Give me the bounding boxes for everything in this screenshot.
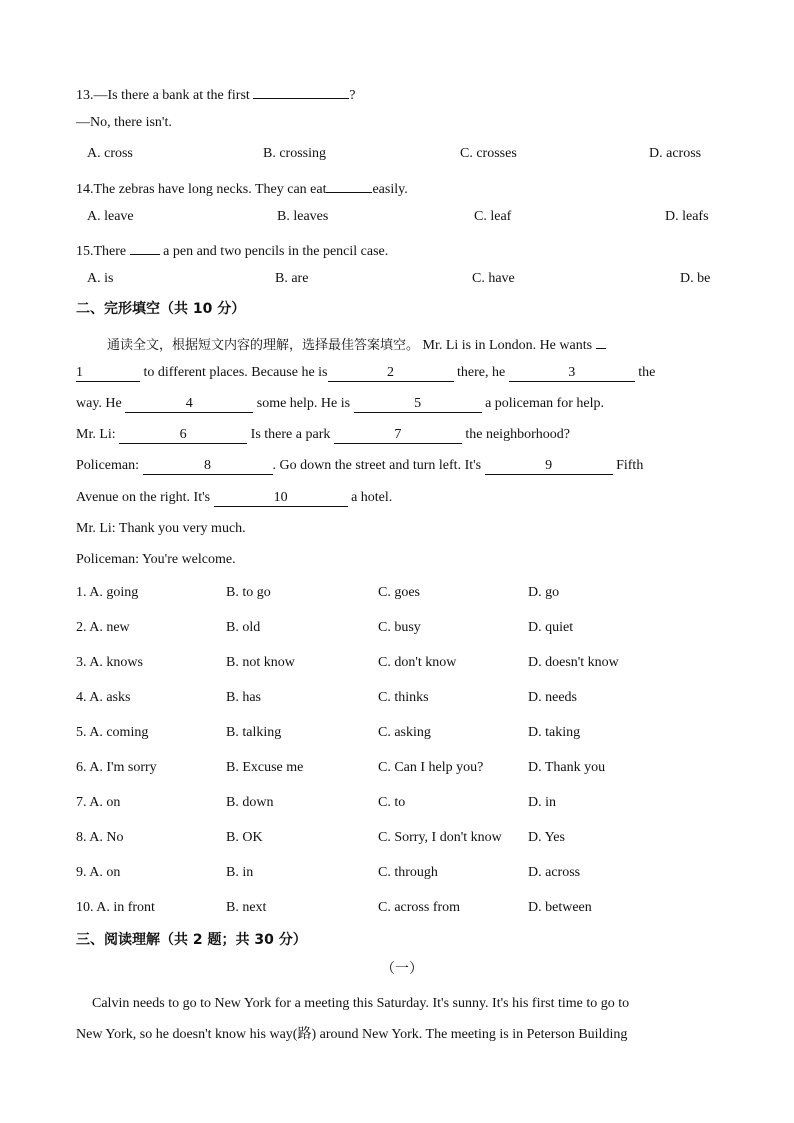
cloze-choice-8-b[interactable]: B. OK [226,830,263,845]
cloze-blank-7[interactable]: 7 [334,427,462,444]
cloze-blank-1-start [596,332,606,349]
cloze-choice-9-d[interactable]: D. across [528,865,581,880]
cloze-choice-5-b[interactable]: B. talking [226,725,282,740]
cloze-text-5b: . Go down the street and turn left. It's [272,458,485,473]
section-3-heading: 三、阅读理解（共 2 题；共 30 分） [76,932,307,948]
cloze-line-3 [76,394,604,414]
q14-stem: 14.The zebras have long necks. They can eat [76,182,327,197]
section-2-heading: 二、完形填空（共 10 分） [76,301,246,317]
cloze-choice-5-d[interactable]: D. taking [528,725,581,740]
cloze-blank-8[interactable]: 8 [143,458,273,475]
cloze-blank-9[interactable]: 9 [485,458,613,475]
q13-option-a[interactable]: A. cross [87,146,133,161]
cloze-line-8: Policeman: You're welcome. [76,552,236,567]
cloze-choice-7-a[interactable]: 7. A. on [76,795,121,810]
cloze-choice-4-b[interactable]: B. has [226,690,261,705]
cloze-text-3a: way. He [76,396,126,411]
cloze-text-1: Mr. Li is in London. He wants [419,338,596,353]
cloze-choice-1-d[interactable]: D. go [528,585,560,600]
reading-paragraph-line-2: New York, so he doesn't know his way(路) around New York. The meeting is in Peterson Building [76,1027,628,1042]
cloze-text-6b: a hotel. [347,490,393,505]
cloze-blank-6[interactable]: 6 [119,427,247,444]
cloze-choice-8-a[interactable]: 8. A. No [76,830,124,845]
cloze-choice-5-c[interactable]: C. asking [378,725,431,740]
q15-stem-end: a pen and two pencils in the pencil case. [159,244,389,259]
cloze-choice-3-d[interactable]: D. doesn't know [528,655,619,670]
cloze-choice-3-c[interactable]: C. don't know [378,655,457,670]
cloze-choice-6-a[interactable]: 6. A. I'm sorry [76,760,157,775]
q13-option-b[interactable]: B. crossing [263,146,326,161]
cloze-line-6 [76,488,392,508]
cloze-choice-4-a[interactable]: 4. A. asks [76,690,131,705]
cloze-choice-9-a[interactable]: 9. A. on [76,865,121,880]
cloze-choice-1-a[interactable]: 1. A. going [76,585,139,600]
question-14 [76,176,408,200]
cloze-choice-3-a[interactable]: 3. A. knows [76,655,143,670]
cloze-choice-6-c[interactable]: C. Can I help you? [378,760,484,775]
q13-option-d[interactable]: D. across [649,146,702,161]
cloze-text-2c: the [634,365,656,380]
q14-stem-end: easily. [372,182,408,197]
q13-blank[interactable] [253,82,349,99]
cloze-choice-2-d[interactable]: D. quiet [528,620,574,635]
cloze-choice-6-b[interactable]: B. Excuse me [226,760,304,775]
cloze-line-2 [76,363,655,383]
cloze-text-2b: there, he [453,365,509,380]
cloze-text-4c: the neighborhood? [461,427,570,442]
cloze-text-6a: Avenue on the right. It's [76,490,214,505]
cloze-choice-2-b[interactable]: B. old [226,620,261,635]
q13-stem: 13.—Is there a bank at the first [76,88,254,103]
cloze-text-3c: a policeman for help. [481,396,605,411]
cloze-text-4a: Mr. Li: [76,427,120,442]
q14-option-b[interactable]: B. leaves [277,209,329,224]
q15-option-b[interactable]: B. are [275,271,309,286]
q14-option-c[interactable]: C. leaf [474,209,512,224]
cloze-line-4 [76,425,570,445]
cloze-choice-10-b[interactable]: B. next [226,900,267,915]
cloze-choice-8-d[interactable]: D. Yes [528,830,565,845]
cloze-choice-1-b[interactable]: B. to go [226,585,271,600]
cloze-blank-1[interactable]: 1 [76,365,140,382]
cloze-choice-4-c[interactable]: C. thinks [378,690,429,705]
cloze-line-1 [107,332,606,356]
q15-option-a[interactable]: A. is [87,271,114,286]
cloze-text-5a: Policeman: [76,458,143,473]
cloze-blank-4[interactable]: 4 [125,396,253,413]
cloze-choice-3-b[interactable]: B. not know [226,655,295,670]
cloze-choice-7-b[interactable]: B. down [226,795,274,810]
q15-stem: 15.There [76,244,130,259]
cloze-choice-10-c[interactable]: C. across from [378,900,461,915]
question-13 [76,82,356,106]
cloze-blank-3[interactable]: 3 [509,365,635,382]
q13-reply: —No, there isn't. [76,115,172,130]
cloze-choice-9-b[interactable]: B. in [226,865,254,880]
cloze-choice-4-d[interactable]: D. needs [528,690,577,705]
cloze-text-4b: Is there a park [247,427,334,442]
cloze-choice-2-c[interactable]: C. busy [378,620,421,635]
question-15 [76,238,388,262]
q15-option-d[interactable]: D. be [680,271,711,286]
cloze-line-5 [76,456,643,476]
cloze-text-5c: Fifth [612,458,644,473]
q14-option-a[interactable]: A. leave [87,209,134,224]
q13-stem-end: ? [349,88,356,103]
cloze-choice-1-c[interactable]: C. goes [378,585,420,600]
cloze-text-2a: to different places. Because he is [140,365,328,380]
q13-option-c[interactable]: C. crosses [460,146,517,161]
cloze-blank-10[interactable]: 10 [214,490,348,507]
q15-blank[interactable] [130,238,160,255]
cloze-choice-10-d[interactable]: D. between [528,900,592,915]
q14-blank[interactable] [326,176,372,193]
cloze-choice-7-d[interactable]: D. in [528,795,556,810]
cloze-choice-10-a[interactable]: 10. A. in front [76,900,155,915]
cloze-choice-7-c[interactable]: C. to [378,795,406,810]
cloze-choice-5-a[interactable]: 5. A. coming [76,725,149,740]
cloze-blank-2[interactable]: 2 [328,365,454,382]
cloze-choice-2-a[interactable]: 2. A. new [76,620,130,635]
reading-part-label: （一） [381,962,423,977]
cloze-text-3b: some help. He is [253,396,354,411]
cloze-line-7: Mr. Li: Thank you very much. [76,521,246,536]
q15-option-c[interactable]: C. have [472,271,515,286]
q14-option-d[interactable]: D. leafs [665,209,709,224]
reading-paragraph-line-1: Calvin needs to go to New York for a meeting this Saturday. It's sunny. It's his first time to go to [92,996,630,1011]
cloze-choice-9-c[interactable]: C. through [378,865,438,880]
cloze-blank-5[interactable]: 5 [354,396,482,413]
cloze-choice-6-d[interactable]: D. Thank you [528,760,606,775]
cloze-choice-8-c[interactable]: C. Sorry, I don't know [378,830,502,845]
cloze-instruction: 通读全文，根据短文内容的理解，选择最佳答案填空。 [107,338,420,353]
